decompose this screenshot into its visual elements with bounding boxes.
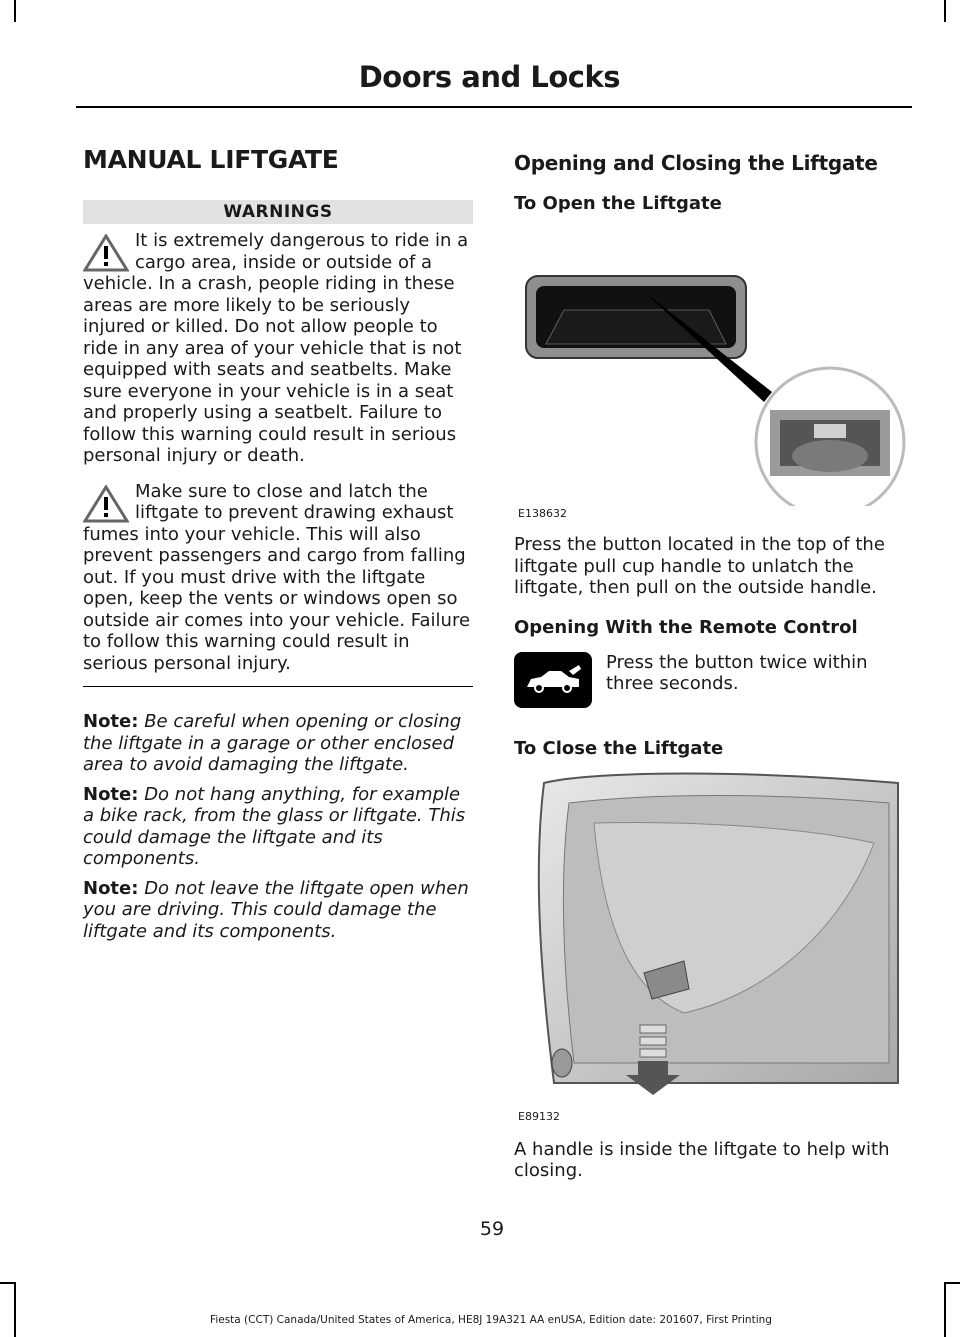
warning-2 (83, 481, 473, 675)
warning-text-1: It is extremely dangerous to ride in a cargo area, inside or outside of a vehicle. In a crash, people riding in these areas are more likely to be seriously injured or killed. Do not allow people to ride in any area of your vehicle that is not equipped with seats and seatbelts. Make sure everyone in your vehicle is in a seat and properly using a seatbelt. Failure to follow this warning could result in serious personal injury or death. (83, 230, 469, 466)
figure-liftgate-handle (514, 224, 910, 520)
figure-liftgate-close (514, 763, 910, 1123)
note-text: Be careful when opening or closing the liftgate in a garage or other enclosed area to avoid damaging the liftgate. (83, 711, 462, 775)
warning-1 (83, 230, 473, 467)
left-column (83, 145, 473, 950)
crop-mark-bottom-left-h (0, 1282, 16, 1284)
remote-heading: Opening With the Remote Control (514, 616, 858, 638)
warning-text-2: Make sure to close and latch the liftgate to prevent drawing exhaust fumes into your vehicle. This will also prevent passengers and cargo from falling out. If you must drive with the liftgate open, keep the vents or windows open so outside air comes into your vehicle. Failure to follow this warning could result in serious personal injury. (83, 480, 471, 674)
note-label: Note: (83, 877, 139, 899)
liftgate-interior-illustration (514, 763, 910, 1105)
close-instructions: A handle is inside the liftgate to help with closing. (514, 1138, 890, 1181)
liftgate-heading: Opening and Closing the Liftgate (514, 151, 878, 175)
warning-triangle-icon (83, 485, 129, 523)
note-1 (83, 711, 473, 776)
open-liftgate-heading: To Open the Liftgate (514, 193, 722, 214)
crop-mark-top-right (944, 0, 946, 22)
note-2 (83, 784, 473, 870)
crop-mark-bottom-left (14, 1282, 16, 1337)
car-liftgate-icon (523, 663, 583, 697)
warning-triangle-icon (83, 234, 129, 272)
open-instructions: Press the button located in the top of the liftgate pull cup handle to unlatch the liftgate, then pull on the outside handle. (514, 534, 885, 598)
right-column (514, 145, 910, 1200)
figure-id: E138632 (518, 507, 567, 520)
page-footer: Fiesta (CCT) Canada/United States of America, HE8J 19A321 AA enUSA, Edition date: 201607, First Printing (210, 1314, 772, 1326)
warnings-end-rule (83, 686, 473, 687)
section-title: MANUAL LIFTGATE (83, 145, 339, 174)
figure-id: E89132 (518, 1109, 560, 1123)
close-liftgate-heading: To Close the Liftgate (514, 737, 724, 759)
header-rule (76, 106, 912, 108)
page-header-title: Doors and Locks (358, 60, 620, 94)
remote-text: Press the button twice within three seconds. (606, 651, 868, 694)
crop-mark-top-left (14, 0, 16, 22)
remote-instruction (514, 652, 910, 708)
note-label: Note: (83, 783, 139, 805)
note-text: Do not leave the liftgate open when you are driving. This could damage the liftgate and its components. (83, 877, 469, 942)
remote-liftgate-button (514, 652, 592, 708)
crop-mark-bottom-right (944, 1282, 946, 1337)
page-number: 59 (479, 1218, 505, 1240)
liftgate-handle-illustration (514, 224, 910, 506)
note-label: Note: (83, 711, 139, 732)
crop-mark-bottom-right-h (944, 1282, 960, 1284)
note-text: Do not hang anything, for example a bike rack, from the glass or liftgate. This could damage the liftgate and its components. (83, 783, 466, 869)
warnings-header: WARNINGS (83, 200, 473, 224)
note-3 (83, 878, 473, 943)
